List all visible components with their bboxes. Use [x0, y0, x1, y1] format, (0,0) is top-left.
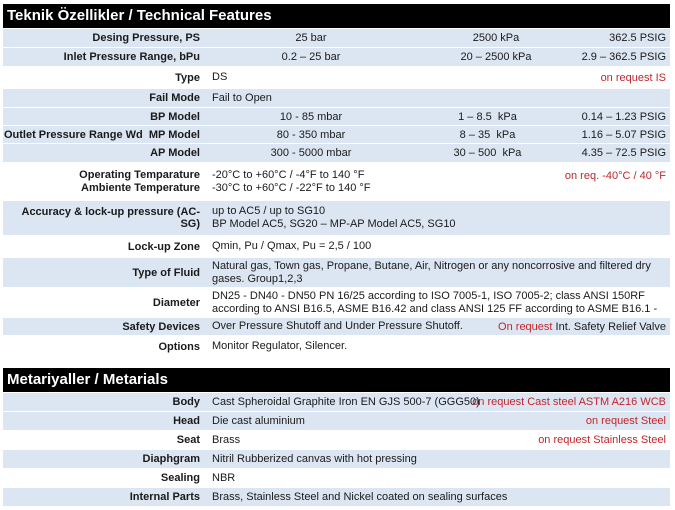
safety-on-request: On request — [498, 320, 553, 333]
body-on-request: on request Cast steel ASTM A216 WCB — [472, 396, 666, 408]
unit-kpa: kPa — [497, 110, 517, 123]
row-label — [3, 126, 206, 143]
mp-model-row — [3, 125, 670, 143]
value-mbar: 10 - 85 mbar — [279, 110, 343, 123]
safety-devices-row — [3, 317, 670, 335]
row-label — [3, 163, 206, 200]
head-value: Die cast aluminium — [212, 414, 305, 427]
body-value: Cast Spheroidal Graphite Iron EN GJS 500-7 (GGG50) — [212, 395, 480, 408]
technical-features-title: Teknik Özellikler / Technical Features — [3, 4, 670, 28]
diameter-row — [3, 287, 670, 317]
row-label: Lock-up Zone — [127, 240, 200, 253]
value-kpa: 30 – 500 — [453, 147, 497, 159]
type-on-request: on request IS — [600, 71, 666, 84]
row-label: Internal Parts — [129, 491, 200, 503]
diameter-line-2: according to ANSI B16.5, ASME B16.42 and class ANSI 125 FF according to ASME B16.1 - — [212, 302, 658, 315]
row-label: Body — [172, 396, 200, 408]
row-label: BP Model — [150, 110, 200, 123]
bp-model-row — [3, 107, 670, 125]
row-label: Head — [173, 415, 200, 427]
accuracy-line-1: up to AC5 / up to SG10 — [212, 205, 326, 217]
options-value: Monitor Regulator, Silencer. — [212, 340, 348, 352]
temperature-row — [3, 162, 670, 200]
seat-on-request: on request Stainless Steel — [538, 434, 666, 446]
value-psig: 362.5 PSIG — [609, 32, 666, 44]
mp-model-label: MP Model — [148, 128, 200, 141]
value-psig: 1.16 – 5.07 PSIG — [581, 128, 666, 141]
safety-relief-valve: Int. Safety Relief Valve — [552, 320, 666, 333]
value-mbar: 300 - 5000 mbar — [270, 147, 352, 159]
fluid-line-1: Natural gas, Town gas, Propane, Butane, Air, Nitrogen or any noncorrosive and filtered dry — [212, 259, 651, 272]
row-label: Diameter — [152, 296, 200, 309]
technical-features-table — [3, 4, 670, 357]
value-mbar: 80 - 350 mbar — [276, 128, 346, 141]
outlet-pressure-label: Outlet Pressure Range Wd — [3, 128, 143, 141]
row-label: Diaphgram — [142, 453, 200, 465]
diameter-line-1: DN25 - DN40 - DN50 PN 16/25 according to ISO 7005-1, ISO 7005-2; class ANSI 150RF — [212, 289, 645, 302]
value-kpa: 8 – 35 — [459, 128, 491, 141]
materials-table — [3, 368, 670, 506]
row-label: Desing Pressure, PS — [92, 32, 200, 44]
materials-title: Metariyaller / Metarials — [3, 368, 670, 392]
row-label: Safety Devices — [122, 320, 200, 333]
accuracy-line-2: BP Model AC5, SG20 – MP-AP Model AC5, SG10 — [212, 218, 456, 230]
seat-value: Brass — [212, 433, 241, 446]
temperature-on-request: on req. -40°C / 40 °F — [564, 169, 666, 182]
type-of-fluid-row — [3, 257, 670, 287]
value-psig: 0.14 – 1.23 PSIG — [581, 110, 666, 123]
seat-row — [3, 430, 670, 449]
head-on-request: on request Steel — [585, 415, 666, 427]
operating-temperature-label: Operating Temparature — [79, 168, 200, 181]
row-label: Accuracy & lock-up pressure (AC-SG) — [21, 206, 200, 230]
sealing-row — [3, 468, 670, 487]
internal-parts-value: Brass, Stainless Steel and Nickel coated on sealing surfaces — [212, 490, 508, 503]
row-label: Type of Fluid — [132, 266, 200, 279]
row-label: Seat — [176, 434, 200, 446]
value-bar: 0.2 – 25 bar — [281, 51, 341, 63]
accuracy-row — [3, 200, 670, 235]
type-value: DS — [212, 71, 228, 83]
row-label: AP Model — [150, 147, 200, 159]
desing-pressure-row — [3, 28, 670, 47]
row-label: Sealing — [160, 472, 200, 484]
ambient-temperature-value: -30°C to +60°C / -22°F to 140 °F — [212, 181, 371, 194]
value-bar: 25 bar — [295, 32, 327, 44]
value-psig: 2.9 – 362.5 PSIG — [581, 51, 666, 63]
value-kpa: 20 – 2500 kPa — [460, 51, 532, 63]
unit-kpa: kPa — [496, 128, 516, 141]
value-psig: 4.35 – 72.5 PSIG — [581, 147, 666, 159]
sealing-value: NBR — [212, 471, 236, 484]
diaphgram-row — [3, 449, 670, 468]
lockup-zone-value: Qmin, Pu / Qmax, Pu = 2,5 / 100 — [212, 240, 372, 252]
ambient-temperature-label: Ambiente Temperature — [81, 181, 200, 194]
row-label: Options — [158, 340, 200, 353]
fail-mode-value: Fail to Open — [212, 91, 272, 104]
row-label: Fail Mode — [149, 92, 200, 104]
type-row — [3, 66, 670, 88]
lockup-zone-row — [3, 235, 670, 257]
safety-devices-value: Over Pressure Shutoff and Under Pressure Shutoff. — [212, 320, 463, 332]
value-kpa: 1 – 8.5 — [458, 110, 492, 123]
inlet-pressure-row — [3, 47, 670, 66]
options-row — [3, 335, 670, 357]
fluid-line-2: gases. Group1,2,3 — [212, 272, 303, 285]
body-row — [3, 392, 670, 411]
fail-mode-row — [3, 88, 670, 107]
row-label: Inlet Pressure Range, bPu — [63, 51, 200, 63]
value-kpa: 2500 kPa — [472, 32, 520, 44]
head-row — [3, 411, 670, 430]
ap-model-row — [3, 143, 670, 162]
diaphgram-value: Nitril Rubberized canvas with hot pressing — [212, 452, 417, 465]
row-label: Type — [175, 71, 200, 84]
internal-parts-row — [3, 487, 670, 506]
operating-temperature-value: -20°C to +60°C / -4°F to 140 °F — [212, 168, 365, 181]
unit-kpa: kPa — [502, 147, 522, 159]
